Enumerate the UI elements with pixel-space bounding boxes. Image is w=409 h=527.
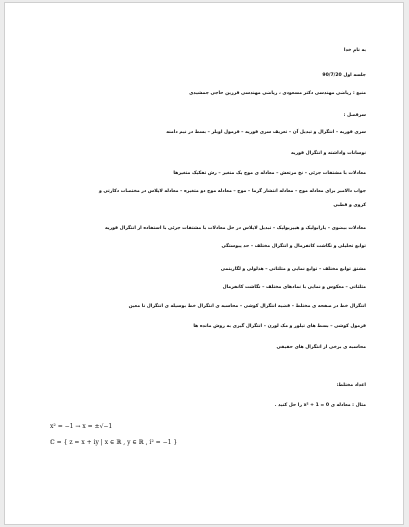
headings-label: سرفصل : xyxy=(343,113,366,118)
bismillah-line: به نام خدا xyxy=(343,48,366,53)
complex-numbers-heading: اعداد مختلط: xyxy=(336,383,366,388)
session-line: جلسه اول 90/7/20 xyxy=(322,73,366,78)
topic-line: فرمول کوشی – بسط های تیلور و مک لورن – انتگرال گیری به روش مانده ها xyxy=(193,324,366,329)
topic-line: سری فوریه – انتگرال و تبدیل آن – تعریف سری فوریه – فرمول اویلر – بسط در نیم دامنه xyxy=(166,130,366,135)
topic-line: جواب دالامبر برای معادله موج – معادله انتشار گرما – موج – معادله موج دو متغیره – معادله لاپلاس در مختصات دکارتی و xyxy=(98,189,366,194)
document-page xyxy=(4,2,404,525)
topic-line: توابع تحلیلی و نگاشت کانفرمال و انتگرال مختلف – حد پیوستگی xyxy=(221,244,366,249)
formula-sqrt: x² = −1 → x = ±√−1 xyxy=(50,423,113,430)
formula-complex-set: ℂ = { z = x + iy | x ∈ ℝ , y ∈ ℝ , i² = −1 } xyxy=(50,439,178,446)
topic-line: مثلثاتی – معکوس و نمایی با نمادهای مختلف – نگاشت کانفرمال xyxy=(222,285,366,290)
topic-line: نوسانات واداشته و انتگرال فوریه xyxy=(290,151,366,156)
sources-line: منبع : ریاضی مهندسی دکتر مسعودی ، ریاضی مهندسی فرزین حاجی جمشیدی xyxy=(189,91,366,96)
topic-line: مشتق توابع مختلف – توابع نمایی و مثلثاتی – هذلولی و لگاریتمی xyxy=(220,267,366,272)
topic-line: معادلات بیضوی – پارابولیک و هیپربولیک – تبدیل لاپلاس در حل معادلات با مشتقات جزئی با استفاده از انتگرال فوریه xyxy=(105,226,366,231)
topic-line: محاسبه ی برخی از انتگرال های حقیقی xyxy=(276,345,366,350)
topic-line: انتگرال خط در صفحه ی مختلط – قضیه انتگرال کوشی – محاسبه ی انتگرال خط بوسیله ی انتگرال نا معین xyxy=(128,304,366,309)
topic-line: کروی و قطبی xyxy=(333,203,366,208)
topic-line: معادلات با مشتقات جزئی – نخ مرتعش – معادله ی موج یک متغیر – رش تفکیک متغیرها xyxy=(173,171,366,176)
example-line: مثال : معادله ی 0 = 1 + x² را حل کنید . xyxy=(274,403,366,408)
